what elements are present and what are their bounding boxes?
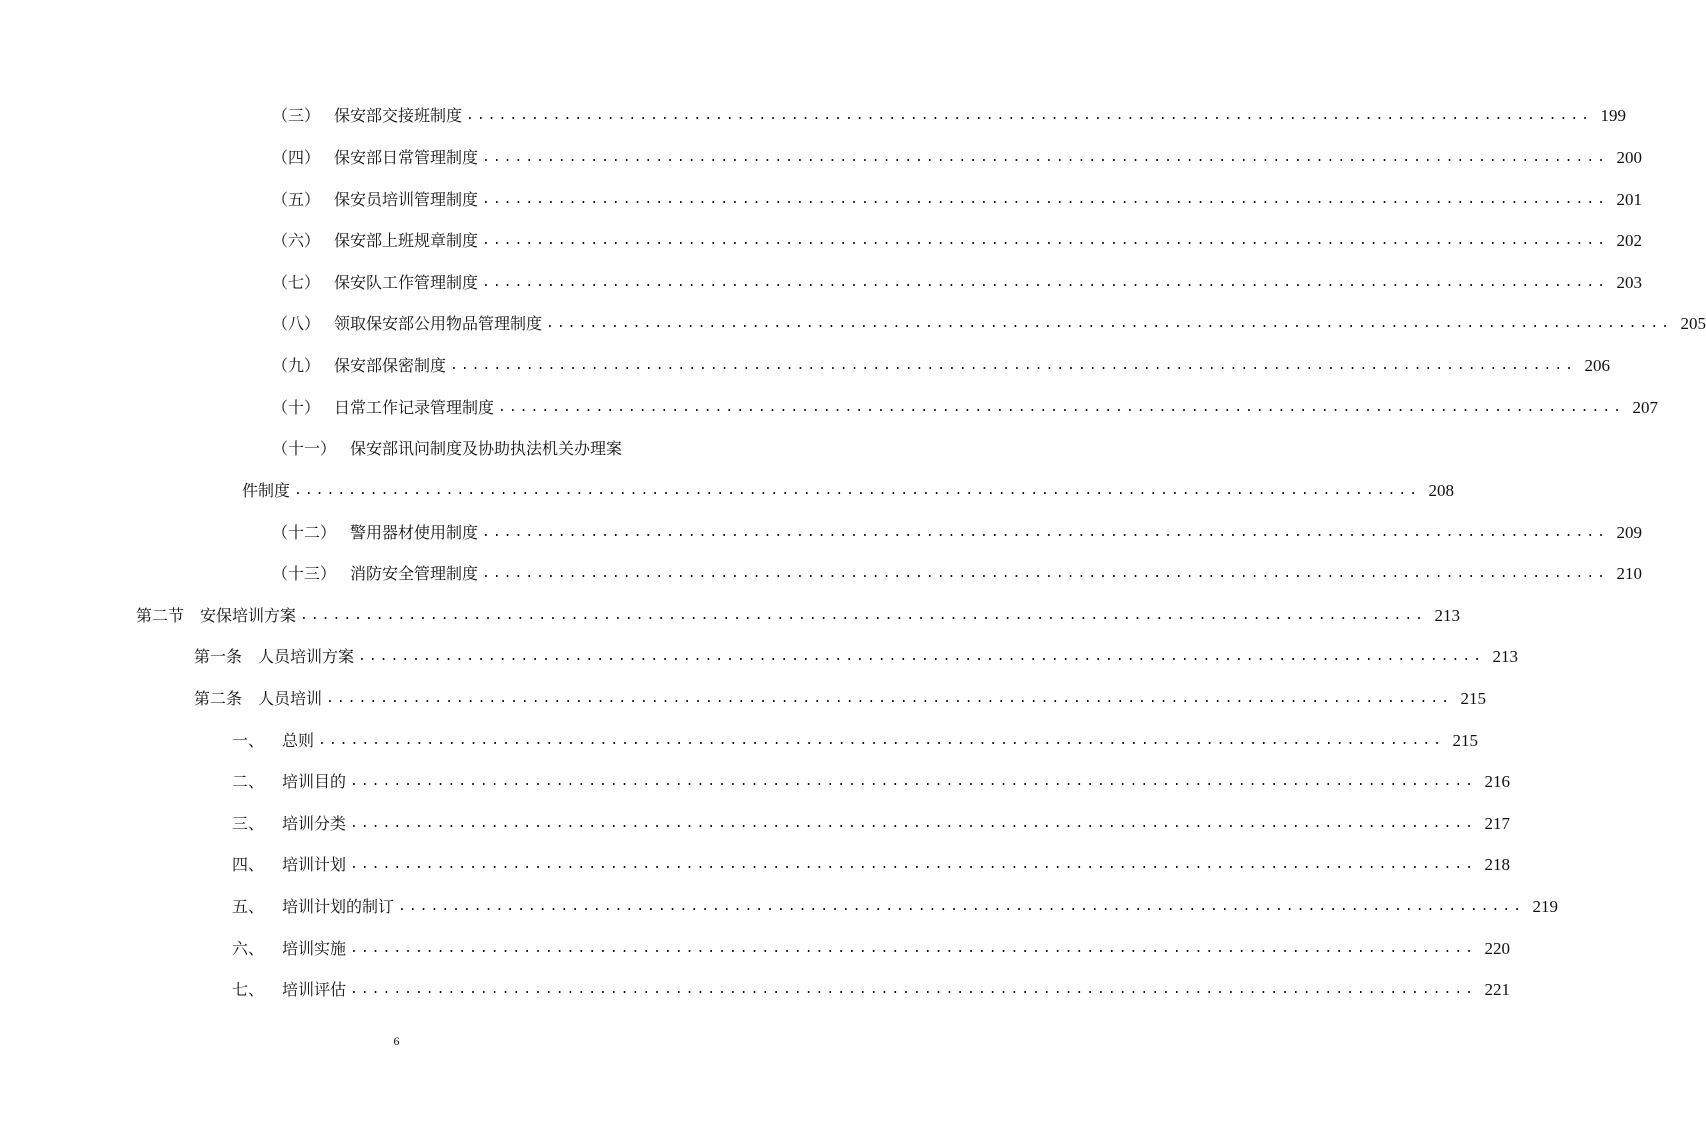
toc-entry-title: 培训计划	[282, 855, 347, 874]
toc-entry-title-continued: 件制度	[242, 481, 291, 500]
toc-entry-number: （八）	[272, 314, 321, 333]
leader-dots: ........................................................................................................	[350, 857, 1476, 872]
toc-entry[interactable]	[272, 271, 1642, 295]
toc-entry-number: 三、	[232, 814, 265, 833]
toc-entry-number: （四）	[272, 148, 321, 167]
leader-dots: ........................................................................................................	[294, 483, 1420, 498]
toc-entry-number: （十二）	[272, 523, 337, 542]
toc-entry-title: 保安部保密制度	[334, 356, 447, 375]
toc-entry-page: 213	[1492, 647, 1518, 666]
toc-entry-page: 206	[1584, 356, 1610, 375]
toc-entry-page: 213	[1434, 606, 1460, 625]
toc-entry[interactable]	[194, 645, 1518, 669]
toc-entry-title: 培训评估	[282, 980, 347, 999]
toc-entry-continuation[interactable]	[242, 479, 1454, 503]
toc-entry[interactable]	[272, 229, 1642, 253]
toc-entry-title: 保安部讯问制度及协助执法机关办理案	[350, 439, 623, 458]
toc-entry-title: 培训实施	[282, 939, 347, 958]
toc-entry-title: 保安部上班规章制度	[334, 231, 479, 250]
toc-entry[interactable]	[194, 687, 1486, 711]
toc-entry-title: 人员培训方案	[258, 647, 355, 666]
toc-entry-number: 二、	[232, 772, 265, 791]
toc-entry-page: 217	[1484, 814, 1510, 833]
toc-entry-title: 日常工作记录管理制度	[334, 398, 495, 417]
toc-entry-page: 205	[1680, 314, 1706, 333]
toc-entry-page: 218	[1484, 855, 1510, 874]
toc-entry[interactable]	[272, 146, 1642, 170]
toc-entry-page: 207	[1632, 398, 1658, 417]
toc-entry-title: 消防安全管理制度	[350, 564, 479, 583]
toc-entry[interactable]	[272, 562, 1642, 586]
toc-entry-page: 221	[1484, 980, 1510, 999]
leader-dots: ........................................................................................................	[350, 941, 1476, 956]
toc-entry-title: 安保培训方案	[200, 606, 297, 625]
toc-entry-number: （三）	[272, 106, 321, 125]
toc-entry-number: 七、	[232, 980, 265, 999]
toc-entry-page: 209	[1616, 523, 1642, 542]
toc-entry[interactable]	[272, 354, 1610, 378]
toc-entry-title: 培训分类	[282, 814, 347, 833]
toc-entry[interactable]	[232, 937, 1510, 961]
leader-dots: ........................................................................................................	[482, 566, 1608, 581]
leader-dots: ........................................................................................................	[482, 275, 1608, 290]
toc-entry-number: 六、	[232, 939, 265, 958]
toc-entry-title: 保安部交接班制度	[334, 106, 463, 125]
toc-entry-number: 第二条	[194, 689, 243, 708]
toc-entry-title: 人员培训	[258, 689, 323, 708]
toc-entry[interactable]	[272, 104, 1626, 128]
toc-entry[interactable]	[232, 853, 1510, 877]
toc-entry-page: 203	[1616, 273, 1642, 292]
leader-dots: ........................................................................................................	[450, 358, 1576, 373]
leader-dots: ........................................................................................................	[358, 649, 1484, 664]
toc-entry-page: 220	[1484, 939, 1510, 958]
toc-entry-number: 五、	[232, 897, 265, 916]
toc-entry-number: 第二节	[136, 606, 185, 625]
toc-entry-number: 四、	[232, 855, 265, 874]
toc-entry-number: （十三）	[272, 564, 337, 583]
toc-entry-page: 201	[1616, 190, 1642, 209]
leader-dots: ........................................................................................................	[398, 899, 1524, 914]
leader-dots: ........................................................................................................	[498, 400, 1624, 415]
toc-entry-number: （七）	[272, 273, 321, 292]
leader-dots: ........................................................................................................	[466, 108, 1592, 123]
toc-entry[interactable]	[136, 604, 1460, 628]
leader-dots: ........................................................................................................	[350, 982, 1476, 997]
toc-entry[interactable]	[272, 312, 1706, 336]
toc-entry-page: 215	[1460, 689, 1486, 708]
toc-entry-page: 215	[1452, 731, 1478, 750]
toc-entry-page: 199	[1600, 106, 1626, 125]
toc-entry[interactable]	[272, 188, 1642, 212]
toc-entry[interactable]	[232, 812, 1510, 836]
leader-dots: ........................................................................................................	[546, 316, 1672, 331]
toc-entry-page: 210	[1616, 564, 1642, 583]
toc-entry-number: （九）	[272, 356, 321, 375]
toc-entry-number: （五）	[272, 190, 321, 209]
leader-dots: ........................................................................................................	[350, 816, 1476, 831]
leader-dots: ........................................................................................................	[350, 774, 1476, 789]
toc-entry-title: 培训计划的制订	[282, 897, 395, 916]
toc-entry-page: 202	[1616, 231, 1642, 250]
leader-dots: ........................................................................................................	[326, 691, 1452, 706]
toc-entry-page: 208	[1428, 481, 1454, 500]
toc-entry-title: 保安队工作管理制度	[334, 273, 479, 292]
leader-dots: ........................................................................................................	[318, 733, 1444, 748]
toc-entry[interactable]	[232, 895, 1558, 919]
toc-entry-number: （十）	[272, 398, 321, 417]
toc-entry-page: 219	[1532, 897, 1558, 916]
leader-dots: ........................................................................................................	[300, 608, 1426, 623]
leader-dots: ........................................................................................................	[482, 233, 1608, 248]
toc-entry-page: 200	[1616, 148, 1642, 167]
leader-dots: ........................................................................................................	[482, 525, 1608, 540]
leader-dots: ........................................................................................................	[482, 150, 1608, 165]
toc-entry-title: 领取保安部公用物品管理制度	[334, 314, 543, 333]
toc-entry-title: 培训目的	[282, 772, 347, 791]
page-number: 6	[393, 1034, 400, 1048]
toc-entry-number: （十一）	[272, 439, 337, 458]
toc-entry[interactable]	[272, 437, 673, 461]
toc-entry-title: 总则	[282, 731, 315, 750]
toc-entry[interactable]	[232, 729, 1478, 753]
leader-dots: ........................................................................................................	[482, 192, 1608, 207]
toc-entry[interactable]	[232, 770, 1510, 794]
toc-entry-title: 保安员培训管理制度	[334, 190, 479, 209]
toc-entry[interactable]	[272, 396, 1658, 420]
toc-entry-title: 保安部日常管理制度	[334, 148, 479, 167]
toc-entry-title: 警用器材使用制度	[350, 523, 479, 542]
toc-entry-number: 一、	[232, 731, 265, 750]
toc-entry-number: （六）	[272, 231, 321, 250]
toc-entry[interactable]	[232, 978, 1510, 1002]
toc-entry[interactable]	[272, 521, 1642, 545]
toc-entry-number: 第一条	[194, 647, 243, 666]
toc-entry-page: 216	[1484, 772, 1510, 791]
